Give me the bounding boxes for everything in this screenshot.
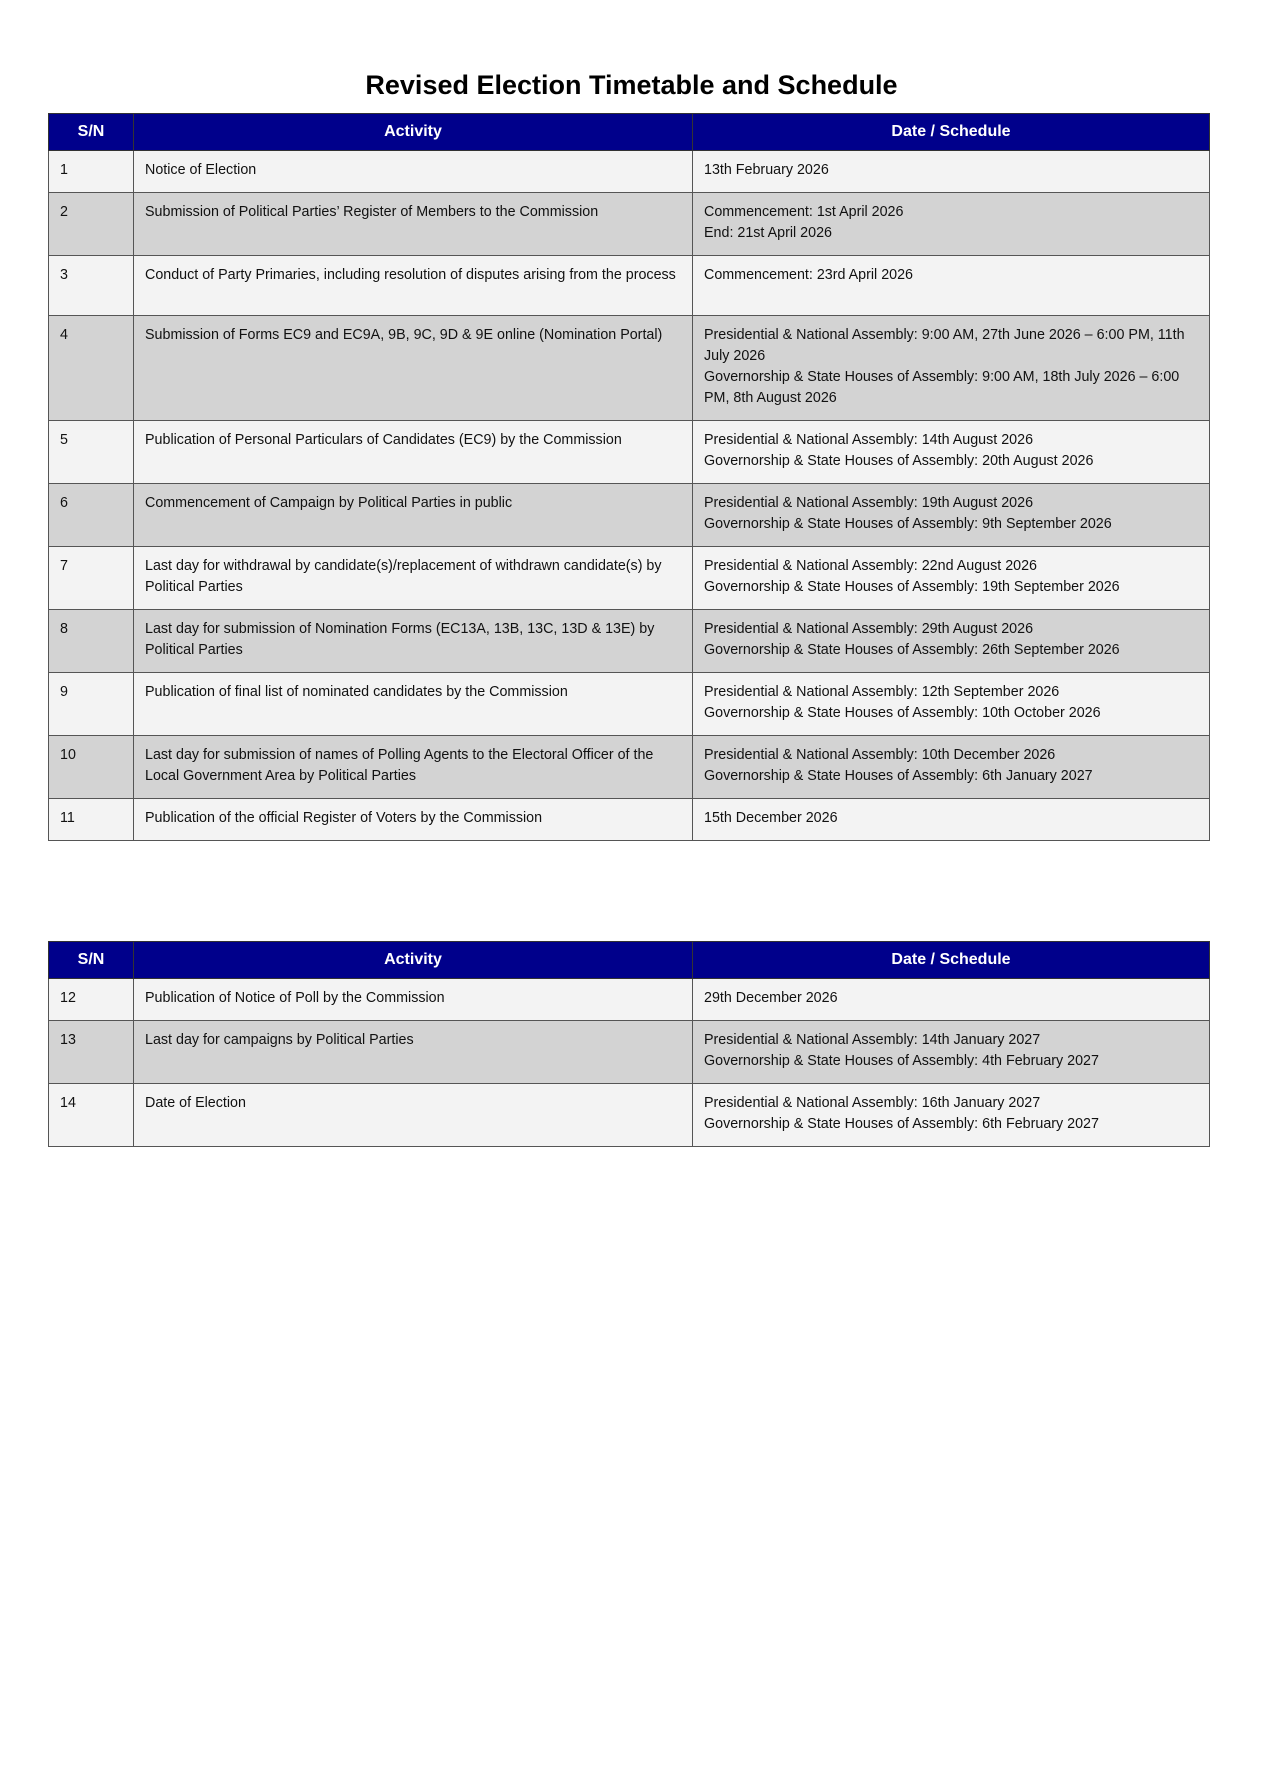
date-line: Governorship & State Houses of Assembly: 10th October 2026 (704, 705, 1101, 721)
row-date (693, 151, 1210, 193)
table-row (49, 979, 1210, 1021)
row-date (693, 421, 1210, 484)
column-header-date: Date / Schedule (693, 942, 1210, 979)
row-date (693, 1021, 1210, 1084)
date-line: Governorship & State Houses of Assembly: 9th September 2026 (704, 516, 1112, 532)
date-line: Presidential & National Assembly: 10th December 2026 (704, 747, 1056, 763)
table-row (49, 256, 1210, 316)
row-date (693, 316, 1210, 421)
date-line: Governorship & State Houses of Assembly: 6th January 2027 (704, 768, 1093, 784)
page-title: Revised Election Timetable and Schedule (365, 70, 898, 101)
row-activity: Last day for withdrawal by candidate(s)/replacement of withdrawn candidate(s) by Political Parties (134, 547, 693, 610)
date-line: Governorship & State Houses of Assembly: 19th September 2026 (704, 579, 1120, 595)
row-date (693, 256, 1210, 316)
column-header-activity: Activity (134, 114, 693, 151)
column-header-sn: S/N (49, 114, 134, 151)
date-line: Presidential & National Assembly: 9:00 AM, 27th June 2026 – 6:00 PM, 11th July 2026 (704, 327, 1185, 364)
table-header-row (49, 114, 1210, 151)
table-row (49, 484, 1210, 547)
row-date (693, 547, 1210, 610)
row-sn: 3 (49, 256, 134, 316)
row-activity: Publication of Personal Particulars of Candidates (EC9) by the Commission (134, 421, 693, 484)
column-header-date: Date / Schedule (693, 114, 1210, 151)
row-activity: Submission of Forms EC9 and EC9A, 9B, 9C, 9D & 9E online (Nomination Portal) (134, 316, 693, 421)
table-row (49, 193, 1210, 256)
row-sn: 12 (49, 979, 134, 1021)
date-line: Commencement: 23rd April 2026 (704, 267, 914, 283)
row-activity: Notice of Election (134, 151, 693, 193)
table-row (49, 151, 1210, 193)
row-sn: 8 (49, 610, 134, 673)
table-row (49, 421, 1210, 484)
date-line: Governorship & State Houses of Assembly: 6th February 2027 (704, 1116, 1099, 1132)
table-row (49, 673, 1210, 736)
row-activity: Publication of the official Register of Voters by the Commission (134, 799, 693, 841)
date-line: Presidential & National Assembly: 16th January 2027 (704, 1095, 1041, 1111)
row-date (693, 1084, 1210, 1147)
date-line: Governorship & State Houses of Assembly: 20th August 2026 (704, 453, 1094, 469)
row-activity: Last day for submission of names of Polling Agents to the Electoral Officer of the Local Government Area by Political Parties (134, 736, 693, 799)
row-date (693, 610, 1210, 673)
election-timetable-table-1 (48, 113, 1210, 841)
date-line: Commencement: 1st April 2026 (704, 204, 904, 220)
row-activity: Last day for campaigns by Political Parties (134, 1021, 693, 1084)
row-activity: Commencement of Campaign by Political Parties in public (134, 484, 693, 547)
row-sn: 9 (49, 673, 134, 736)
row-sn: 5 (49, 421, 134, 484)
date-line: Governorship & State Houses of Assembly: 26th September 2026 (704, 642, 1120, 658)
date-line: Governorship & State Houses of Assembly: 4th February 2027 (704, 1053, 1099, 1069)
row-sn: 13 (49, 1021, 134, 1084)
row-activity: Submission of Political Parties’ Register of Members to the Commission (134, 193, 693, 256)
table-row (49, 736, 1210, 799)
row-sn: 14 (49, 1084, 134, 1147)
row-date (693, 979, 1210, 1021)
table-row (49, 316, 1210, 421)
row-sn: 1 (49, 151, 134, 193)
row-activity: Date of Election (134, 1084, 693, 1147)
column-header-activity: Activity (134, 942, 693, 979)
date-line: Presidential & National Assembly: 14th January 2027 (704, 1032, 1041, 1048)
table-row (49, 610, 1210, 673)
row-activity: Last day for submission of Nomination Forms (EC13A, 13B, 13C, 13D & 13E) by Political Parties (134, 610, 693, 673)
date-line: Presidential & National Assembly: 29th August 2026 (704, 621, 1034, 637)
date-line: Presidential & National Assembly: 22nd August 2026 (704, 558, 1038, 574)
date-line: Presidential & National Assembly: 12th September 2026 (704, 684, 1060, 700)
row-sn: 2 (49, 193, 134, 256)
row-activity: Publication of final list of nominated candidates by the Commission (134, 673, 693, 736)
row-date (693, 736, 1210, 799)
table-header-row (49, 942, 1210, 979)
row-sn: 4 (49, 316, 134, 421)
row-date (693, 193, 1210, 256)
table-row (49, 547, 1210, 610)
row-sn: 6 (49, 484, 134, 547)
date-line: Governorship & State Houses of Assembly: 9:00 AM, 18th July 2026 – 6:00 PM, 8th August 2026 (704, 369, 1180, 406)
row-sn: 7 (49, 547, 134, 610)
date-line: 15th December 2026 (704, 810, 838, 826)
column-header-sn: S/N (49, 942, 134, 979)
table-row (49, 1021, 1210, 1084)
date-line: 13th February 2026 (704, 162, 829, 178)
row-sn: 11 (49, 799, 134, 841)
election-timetable-table-2 (48, 941, 1210, 1147)
row-date (693, 799, 1210, 841)
date-line: Presidential & National Assembly: 19th August 2026 (704, 495, 1034, 511)
date-line: End: 21st April 2026 (704, 225, 832, 241)
date-line: Presidential & National Assembly: 14th August 2026 (704, 432, 1034, 448)
table-row (49, 1084, 1210, 1147)
row-sn: 10 (49, 736, 134, 799)
row-date (693, 484, 1210, 547)
date-line: 29th December 2026 (704, 990, 838, 1006)
row-activity: Publication of Notice of Poll by the Commission (134, 979, 693, 1021)
table-row (49, 799, 1210, 841)
row-activity: Conduct of Party Primaries, including resolution of disputes arising from the process (134, 256, 693, 316)
row-date (693, 673, 1210, 736)
